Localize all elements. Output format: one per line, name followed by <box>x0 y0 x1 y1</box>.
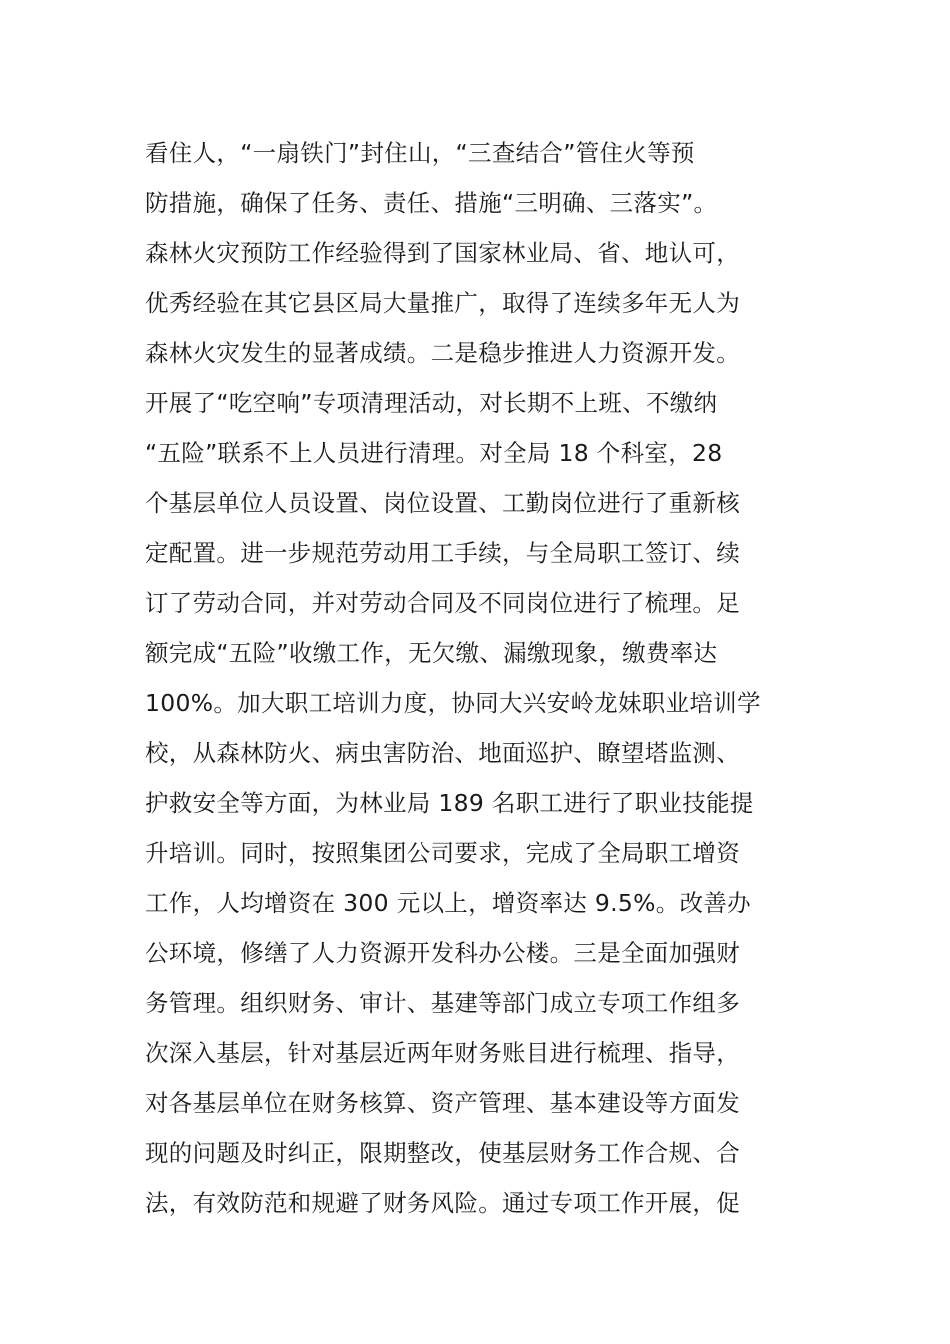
text-line: 升培训。同时，按照集团公司要求，完成了全局职工增资 <box>145 839 740 867</box>
text-line: 务管理。组织财务、审计、基建等部门成立专项工作组多 <box>145 989 740 1017</box>
text-line: 森林火灾发生的显著成绩。二是稳步推进人力资源开发。 <box>145 339 740 367</box>
text-line: 看住人，“一扇铁门”封住山，“三查结合”管住火等预 <box>145 139 695 167</box>
text-line: 开展了“吃空响”专项清理活动，对长期不上班、不缴纳 <box>145 389 718 417</box>
text-line: 森林火灾预防工作经验得到了国家林业局、省、地认可， <box>145 239 740 267</box>
text-line: 现的问题及时纠正，限期整改，使基层财务工作合规、合 <box>145 1139 740 1167</box>
text-line: 优秀经验在其它县区局大量推广，取得了连续多年无人为 <box>145 289 740 317</box>
text-line: 额完成“五险”收缴工作，无欠缴、漏缴现象，缴费率达 <box>145 639 718 667</box>
text-line: 次深入基层，针对基层近两年财务账目进行梳理、指导， <box>145 1039 740 1067</box>
text-line: 个基层单位人员设置、岗位设置、工勤岗位进行了重新核 <box>145 489 740 517</box>
text-line: 对各基层单位在财务核算、资产管理、基本建设等方面发 <box>145 1089 740 1117</box>
text-line: “五险”联系不上人员进行清理。对全局 18 个科室，28 <box>145 439 723 467</box>
text-line: 护救安全等方面，为林业局 189 名职工进行了职业技能提 <box>145 789 754 817</box>
text-line: 校，从森林防火、病虫害防治、地面巡护、瞭望塔监测、 <box>145 739 740 767</box>
body-text <box>145 128 810 1228</box>
text-line: 防措施，确保了任务、责任、措施“三明确、三落实”。 <box>145 189 718 217</box>
text-line: 法，有效防范和规避了财务风险。通过专项工作开展，促 <box>145 1189 740 1217</box>
text-line: 订了劳动合同，并对劳动合同及不同岗位进行了梳理。足 <box>145 589 740 617</box>
text-line: 定配置。进一步规范劳动用工手续，与全局职工签订、续 <box>145 539 740 567</box>
text-line: 工作，人均增资在 300 元以上，增资率达 9.5%。改善办 <box>145 889 751 917</box>
text-line: 100%。加大职工培训力度，协同大兴安岭龙妹职业培训学 <box>145 689 761 717</box>
text-line: 公环境，修缮了人力资源开发科办公楼。三是全面加强财 <box>145 939 740 967</box>
